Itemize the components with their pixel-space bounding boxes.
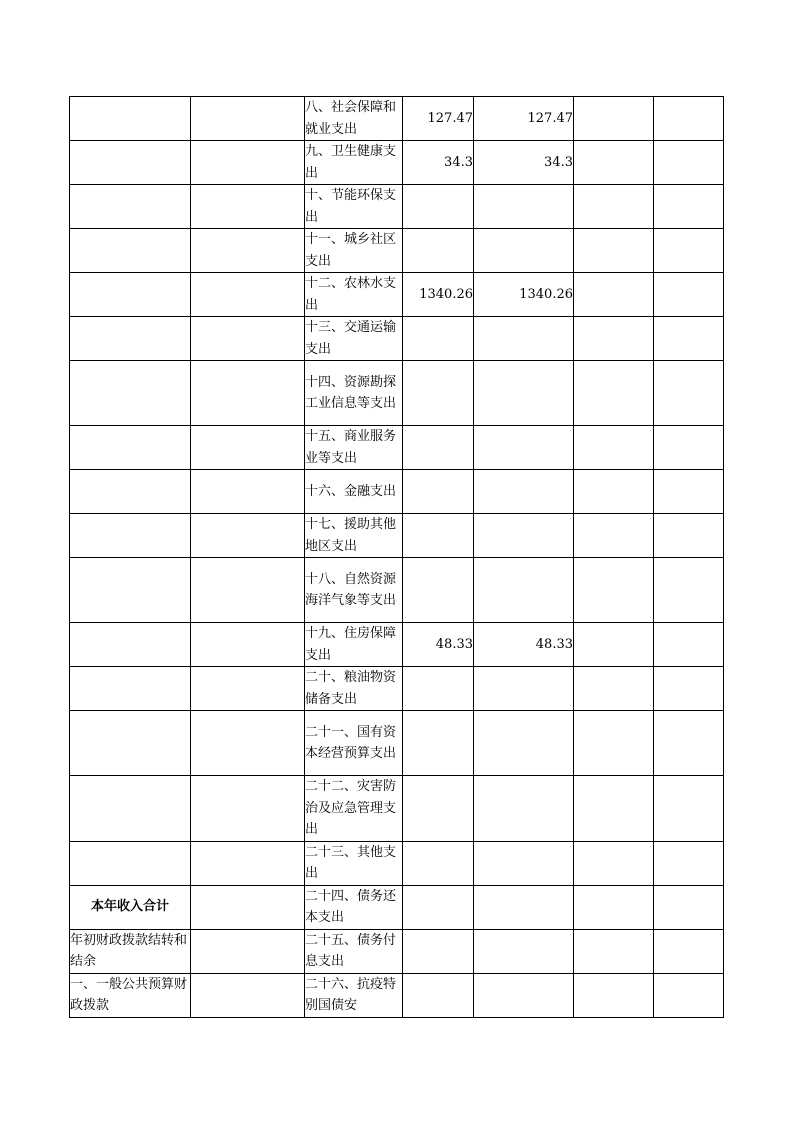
table-row — [70, 929, 724, 973]
expense-total-cell — [403, 973, 474, 1017]
expense-item-cell: 十五、商业服务业等支出 — [305, 426, 403, 470]
gov-fund-cell — [574, 973, 654, 1017]
gov-fund-cell — [574, 141, 654, 185]
table-row — [70, 141, 724, 185]
gov-fund-cell — [574, 361, 654, 426]
expense-total-cell — [403, 426, 474, 470]
gov-fund-cell — [574, 667, 654, 711]
table-row — [70, 973, 724, 1017]
expense-item-cell: 二十四、债务还本支出 — [305, 885, 403, 929]
table-row — [70, 97, 724, 141]
gov-fund-cell — [574, 776, 654, 842]
expense-item-cell: 二十六、抗疫特别国债安 — [305, 973, 403, 1017]
general-budget-cell — [474, 776, 574, 842]
income-amount-cell — [191, 229, 305, 273]
table-row — [70, 361, 724, 426]
income-item-cell — [70, 229, 191, 273]
expense-total-cell — [403, 667, 474, 711]
income-amount-cell — [191, 97, 305, 141]
expense-total-cell — [403, 514, 474, 558]
income-amount-cell — [191, 973, 305, 1017]
income-item-cell — [70, 470, 191, 514]
other-cell — [654, 776, 724, 842]
income-item-cell — [70, 426, 191, 470]
gov-fund-cell — [574, 929, 654, 973]
other-cell — [654, 711, 724, 776]
gov-fund-cell — [574, 558, 654, 623]
income-item-cell — [70, 97, 191, 141]
income-item-cell — [70, 185, 191, 229]
other-cell — [654, 514, 724, 558]
expense-total-cell — [403, 361, 474, 426]
gov-fund-cell — [574, 885, 654, 929]
table-row — [70, 667, 724, 711]
gov-fund-cell — [574, 229, 654, 273]
income-item-cell — [70, 514, 191, 558]
income-amount-cell — [191, 667, 305, 711]
income-amount-cell — [191, 711, 305, 776]
other-cell — [654, 558, 724, 623]
table-row — [70, 623, 724, 667]
table-row — [70, 229, 724, 273]
other-cell — [654, 317, 724, 361]
gov-fund-cell — [574, 711, 654, 776]
expense-total-cell — [403, 185, 474, 229]
budget-table — [69, 96, 724, 1018]
expense-total-cell — [403, 317, 474, 361]
expense-total-cell: 48.33 — [403, 623, 474, 667]
general-budget-cell — [474, 558, 574, 623]
income-item-cell — [70, 711, 191, 776]
other-cell — [654, 929, 724, 973]
expense-item-cell: 九、卫生健康支出 — [305, 141, 403, 185]
table-row — [70, 426, 724, 470]
expense-item-cell: 十八、自然资源海洋气象等支出 — [305, 558, 403, 623]
income-item-cell — [70, 558, 191, 623]
general-budget-cell — [474, 185, 574, 229]
income-amount-cell — [191, 141, 305, 185]
other-cell — [654, 141, 724, 185]
general-budget-cell: 34.3 — [474, 141, 574, 185]
income-amount-cell — [191, 776, 305, 842]
expense-item-cell: 二十五、债务付息支出 — [305, 929, 403, 973]
table-row — [70, 776, 724, 842]
general-budget-cell: 48.33 — [474, 623, 574, 667]
expense-total-cell — [403, 929, 474, 973]
other-cell — [654, 623, 724, 667]
expense-total-cell — [403, 229, 474, 273]
other-cell — [654, 361, 724, 426]
gov-fund-cell — [574, 623, 654, 667]
expense-total-cell — [403, 885, 474, 929]
expense-total-cell: 34.3 — [403, 141, 474, 185]
expense-item-cell: 二十二、灾害防治及应急管理支出 — [305, 776, 403, 842]
general-budget-cell — [474, 929, 574, 973]
general-budget-cell — [474, 317, 574, 361]
general-budget-cell — [474, 229, 574, 273]
general-budget-cell — [474, 514, 574, 558]
expense-total-cell — [403, 841, 474, 885]
general-budget-cell — [474, 361, 574, 426]
gov-fund-cell — [574, 317, 654, 361]
income-item-cell — [70, 841, 191, 885]
other-cell — [654, 97, 724, 141]
expense-total-cell — [403, 470, 474, 514]
gov-fund-cell — [574, 97, 654, 141]
income-item-cell: 一、一般公共预算财政拨款 — [70, 973, 191, 1017]
other-cell — [654, 973, 724, 1017]
income-amount-cell — [191, 929, 305, 973]
other-cell — [654, 841, 724, 885]
income-amount-cell — [191, 273, 305, 317]
expense-item-cell: 八、社会保障和就业支出 — [305, 97, 403, 141]
expense-item-cell: 二十、粮油物资储备支出 — [305, 667, 403, 711]
expense-total-cell — [403, 776, 474, 842]
other-cell — [654, 185, 724, 229]
table-row — [70, 514, 724, 558]
income-amount-cell — [191, 317, 305, 361]
expense-item-cell: 二十一、国有资本经营预算支出 — [305, 711, 403, 776]
other-cell — [654, 229, 724, 273]
table-row — [70, 185, 724, 229]
general-budget-cell — [474, 667, 574, 711]
table-row — [70, 711, 724, 776]
general-budget-cell — [474, 470, 574, 514]
income-item-cell — [70, 141, 191, 185]
general-budget-cell — [474, 973, 574, 1017]
expense-item-cell: 十三、交通运输支出 — [305, 317, 403, 361]
income-item-cell — [70, 667, 191, 711]
gov-fund-cell — [574, 185, 654, 229]
general-budget-cell — [474, 711, 574, 776]
income-amount-cell — [191, 558, 305, 623]
expense-total-cell: 127.47 — [403, 97, 474, 141]
income-amount-cell — [191, 885, 305, 929]
table-row — [70, 885, 724, 929]
table-row — [70, 841, 724, 885]
income-item-cell — [70, 776, 191, 842]
gov-fund-cell — [574, 426, 654, 470]
general-budget-cell — [474, 841, 574, 885]
general-budget-cell: 127.47 — [474, 97, 574, 141]
income-amount-cell — [191, 514, 305, 558]
other-cell — [654, 273, 724, 317]
income-item-cell — [70, 317, 191, 361]
other-cell — [654, 470, 724, 514]
expense-total-cell — [403, 558, 474, 623]
general-budget-cell — [474, 885, 574, 929]
income-item-cell — [70, 361, 191, 426]
table-row — [70, 558, 724, 623]
table-row — [70, 470, 724, 514]
general-budget-cell — [474, 426, 574, 470]
gov-fund-cell — [574, 841, 654, 885]
other-cell — [654, 667, 724, 711]
income-item-cell — [70, 273, 191, 317]
other-cell — [654, 426, 724, 470]
general-budget-cell: 1340.26 — [474, 273, 574, 317]
expense-item-cell: 二十三、其他支出 — [305, 841, 403, 885]
expense-total-cell: 1340.26 — [403, 273, 474, 317]
gov-fund-cell — [574, 273, 654, 317]
expense-item-cell: 十七、援助其他地区支出 — [305, 514, 403, 558]
other-cell — [654, 885, 724, 929]
gov-fund-cell — [574, 470, 654, 514]
expense-item-cell: 十一、城乡社区支出 — [305, 229, 403, 273]
expense-item-cell: 十九、住房保障支出 — [305, 623, 403, 667]
income-amount-cell — [191, 623, 305, 667]
income-amount-cell — [191, 426, 305, 470]
expense-total-cell — [403, 711, 474, 776]
income-amount-cell — [191, 185, 305, 229]
table-row — [70, 273, 724, 317]
gov-fund-cell — [574, 514, 654, 558]
income-item-cell: 年初财政拨款结转和结余 — [70, 929, 191, 973]
expense-item-cell: 十四、资源勘探工业信息等支出 — [305, 361, 403, 426]
income-amount-cell — [191, 841, 305, 885]
income-amount-cell — [191, 361, 305, 426]
expense-item-cell: 十、节能环保支出 — [305, 185, 403, 229]
income-item-cell — [70, 623, 191, 667]
table-row — [70, 317, 724, 361]
income-amount-cell — [191, 470, 305, 514]
expense-item-cell: 十六、金融支出 — [305, 470, 403, 514]
income-total-label: 本年收入合计 — [70, 885, 191, 929]
expense-item-cell: 十二、农林水支出 — [305, 273, 403, 317]
